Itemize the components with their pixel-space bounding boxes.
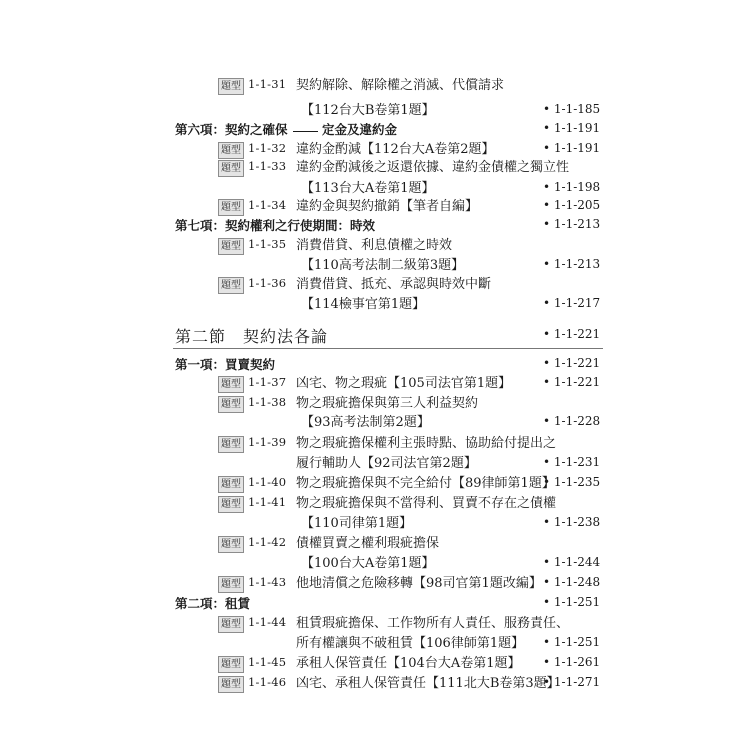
toc-row[interactable] [0, 574, 750, 594]
question-type-badge: 題型 [218, 616, 244, 633]
entry-title: 違約金與契約撤銷【筆者自編】 [296, 199, 479, 214]
question-type-badge: 題型 [218, 576, 244, 593]
entry-title: 契約解除、解除權之消滅、代償請求 [296, 78, 505, 93]
toc-row[interactable] [0, 454, 750, 474]
page-reference: • 1-1-271 [543, 675, 601, 689]
toc-row[interactable] [0, 534, 750, 554]
toc-row[interactable] [0, 413, 750, 433]
page-reference: • 1-1-185 [543, 102, 601, 116]
entry-title: 承租人保管責任【104台大A卷第1題】 [296, 656, 521, 671]
page-reference: • 1-1-228 [543, 414, 601, 428]
toc-row[interactable] [0, 614, 750, 634]
page-reference: • 1-1-221 [543, 375, 601, 389]
entry-source: 【114檢事官第1題】 [301, 297, 426, 312]
question-number: 1-1-37 [248, 375, 287, 389]
page-reference: • 1-1-238 [543, 515, 601, 529]
em-dash [293, 131, 318, 132]
question-number: 1-1-31 [248, 77, 287, 91]
item-heading-subtitle: 定金及違約金 [322, 122, 398, 137]
question-number: 1-1-43 [248, 575, 287, 589]
toc-row[interactable] [0, 634, 750, 654]
entry-title: 債權買賣之權利瑕疵擔保 [296, 536, 440, 551]
toc-row[interactable] [0, 158, 750, 178]
question-type-badge: 題型 [218, 536, 244, 553]
toc-row[interactable] [0, 474, 750, 494]
item-heading: 第六項：契約之確保 [175, 122, 288, 137]
entry-title: 凶宅、物之瑕疵【105司法官第1題】 [296, 376, 512, 391]
toc-row[interactable] [0, 236, 750, 256]
question-number: 1-1-42 [248, 535, 287, 549]
question-type-badge: 題型 [218, 160, 244, 177]
toc-row[interactable] [0, 434, 750, 454]
entry-title: 凶宅、承租人保管責任【111北大B卷第3題】 [296, 676, 560, 691]
entry-title: 物之瑕疵擔保與不當得利、買賣不存在之債權 [296, 496, 557, 511]
question-number: 1-1-46 [248, 675, 287, 689]
entry-title-continued: 履行輔助人【92司法官第2題】 [296, 456, 477, 471]
page-reference: • 1-1-213 [543, 217, 601, 231]
toc-row[interactable] [0, 140, 750, 160]
question-type-badge: 題型 [218, 496, 244, 513]
toc-row[interactable] [0, 674, 750, 694]
toc-row[interactable] [0, 197, 750, 217]
question-number: 1-1-45 [248, 655, 287, 669]
page-reference: • 1-1-205 [543, 198, 601, 212]
toc-row[interactable] [0, 179, 750, 199]
entry-title: 租賃瑕疵擔保、工作物所有人責任、服務責任、 [296, 616, 570, 631]
entry-source: 【93高考法制第2題】 [301, 415, 430, 430]
page-reference: • 1-1-248 [543, 575, 601, 589]
toc-row[interactable] [0, 256, 750, 276]
page-reference: • 1-1-261 [543, 655, 601, 669]
entry-source: 【110司律第1題】 [301, 516, 413, 531]
question-type-badge: 題型 [218, 199, 244, 216]
page-reference: • 1-1-221 [543, 327, 601, 341]
question-number: 1-1-32 [248, 141, 287, 155]
toc-row[interactable] [0, 494, 750, 514]
entry-title: 消費借貸、利息債權之時效 [296, 238, 453, 253]
item-heading: 第二項：租賃 [175, 596, 251, 611]
page-reference: • 1-1-191 [543, 121, 601, 135]
toc-row[interactable] [0, 275, 750, 295]
question-type-badge: 題型 [218, 676, 244, 693]
question-number: 1-1-38 [248, 395, 287, 409]
entry-source: 【110高考法制二級第3題】 [301, 258, 465, 273]
section-heading: 第二節 契約法各論 [175, 327, 329, 346]
question-number: 1-1-44 [248, 615, 287, 629]
toc-row[interactable] [0, 355, 750, 375]
page-reference: • 1-1-235 [543, 475, 601, 489]
question-type-badge: 題型 [218, 78, 244, 95]
page-reference: • 1-1-251 [543, 635, 601, 649]
entry-title: 違約金酌減【112台大A卷第2題】 [296, 142, 495, 157]
toc-row[interactable] [0, 295, 750, 315]
page-reference: • 1-1-251 [543, 595, 601, 609]
question-number: 1-1-41 [248, 495, 287, 509]
page-reference: • 1-1-244 [543, 555, 601, 569]
question-type-badge: 題型 [218, 396, 244, 413]
page-reference: • 1-1-198 [543, 180, 601, 194]
toc-row[interactable] [0, 120, 750, 140]
question-number: 1-1-39 [248, 435, 287, 449]
question-type-badge: 題型 [218, 376, 244, 393]
toc-row[interactable] [0, 554, 750, 574]
section-divider [173, 348, 603, 349]
toc-row[interactable] [0, 654, 750, 674]
toc-row[interactable] [0, 374, 750, 394]
entry-source: 【112台大B卷第1題】 [301, 103, 435, 118]
page-reference: • 1-1-191 [543, 141, 601, 155]
question-type-badge: 題型 [218, 656, 244, 673]
question-type-badge: 題型 [218, 436, 244, 453]
toc-row[interactable] [0, 326, 750, 348]
entry-title: 物之瑕疵擔保與不完全給付【89律師第1題】 [296, 476, 555, 491]
entry-source: 【113台大A卷第1題】 [301, 181, 435, 196]
question-number: 1-1-33 [248, 159, 287, 173]
page-reference: • 1-1-231 [543, 455, 601, 469]
question-number: 1-1-34 [248, 198, 287, 212]
entry-title: 他地清償之危險移轉【98司官第1題改編】 [296, 576, 542, 591]
question-number: 1-1-40 [248, 475, 287, 489]
page-reference: • 1-1-213 [543, 257, 601, 271]
toc-row[interactable] [0, 394, 750, 414]
page-reference: • 1-1-221 [543, 356, 601, 370]
item-heading: 第七項：契約權利之行使期間：時效 [175, 218, 376, 233]
entry-title: 違約金酌減後之返還依據、違約金債權之獨立性 [296, 160, 570, 175]
question-number: 1-1-36 [248, 276, 287, 290]
question-type-badge: 題型 [218, 238, 244, 255]
question-type-badge: 題型 [218, 277, 244, 294]
page-reference: • 1-1-217 [543, 296, 601, 310]
toc-row[interactable] [0, 594, 750, 614]
question-type-badge: 題型 [218, 142, 244, 159]
toc-row[interactable] [0, 76, 750, 96]
toc-row[interactable] [0, 216, 750, 236]
toc-row[interactable] [0, 101, 750, 121]
question-type-badge: 題型 [218, 476, 244, 493]
entry-title: 物之瑕疵擔保權利主張時點、協助給付提出之 [296, 436, 557, 451]
question-number: 1-1-35 [248, 237, 287, 251]
entry-source: 【100台大A卷第1題】 [301, 556, 435, 571]
entry-title: 物之瑕疵擔保與第三人利益契約 [296, 396, 479, 411]
entry-title-continued: 所有權讓與不破租賃【106律師第1題】 [296, 636, 525, 651]
toc-row[interactable] [0, 514, 750, 534]
item-heading: 第一項：買賣契約 [175, 357, 276, 372]
entry-title: 消費借貸、抵充、承認與時效中斷 [296, 277, 492, 292]
